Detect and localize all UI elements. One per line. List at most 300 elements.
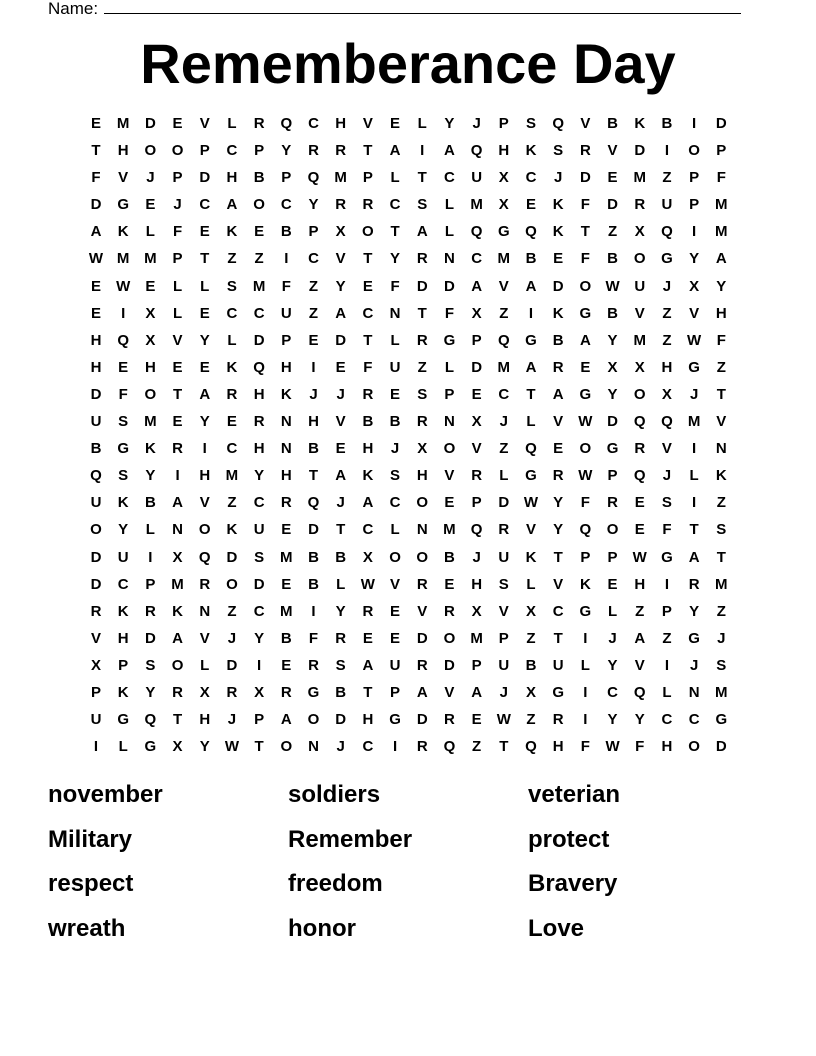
grid-letter: X <box>634 358 645 376</box>
grid-letter: F <box>281 277 291 295</box>
grid-letter: C <box>308 115 319 132</box>
grid-letter: U <box>498 656 510 674</box>
grid-letter: X <box>498 196 509 214</box>
grid-letter: Y <box>607 331 618 349</box>
grid-letter: A <box>362 656 374 674</box>
word-list-item: Love <box>528 914 585 942</box>
grid-letter: E <box>553 440 564 458</box>
grid-letter: B <box>661 115 673 132</box>
grid-letter: O <box>144 142 157 160</box>
grid-letter: I <box>583 629 588 647</box>
grid-letter: C <box>389 196 401 214</box>
grid-letter: Y <box>689 250 700 268</box>
grid-letter: Q <box>470 223 483 241</box>
word-list <box>48 778 768 956</box>
word-list-item: Military <box>48 825 133 853</box>
grid-letter: F <box>363 358 373 376</box>
grid-letter: W <box>360 575 375 593</box>
grid-letter: M <box>470 629 483 647</box>
grid-letter: T <box>417 304 427 322</box>
grid-letter: W <box>224 738 240 756</box>
grid-letter: H <box>199 711 211 729</box>
grid-letter: Y <box>145 467 156 485</box>
name-line[interactable] <box>104 0 741 14</box>
grid-letter: R <box>498 521 510 539</box>
grid-letter: W <box>578 467 593 485</box>
grid-letter: J <box>390 440 400 458</box>
grid-letter: Y <box>254 629 265 647</box>
grid-letter: H <box>280 467 292 485</box>
grid-letter: C <box>199 196 211 214</box>
grid-letter: P <box>362 169 373 187</box>
grid-letter: X <box>362 548 373 566</box>
grid-letter: Z <box>526 711 536 729</box>
grid-letter: I <box>121 304 126 322</box>
grid-letter: B <box>335 548 347 566</box>
grid-letter: Z <box>526 629 536 647</box>
grid-letter: O <box>688 142 700 160</box>
grid-letter: H <box>634 575 646 593</box>
grid-letter: A <box>172 629 183 647</box>
grid-letter: V <box>335 250 346 268</box>
grid-letter: B <box>335 683 347 701</box>
grid-letter: B <box>607 250 618 268</box>
grid-letter: R <box>552 467 564 485</box>
grid-letter: R <box>280 494 292 512</box>
grid-letter: L <box>417 115 427 132</box>
grid-letter: O <box>443 440 456 458</box>
grid-letter: H <box>335 115 347 132</box>
grid-letter: R <box>280 683 292 701</box>
grid-letter: H <box>144 358 156 376</box>
grid-letter: R <box>144 602 156 620</box>
grid-letter: O <box>171 142 184 160</box>
grid-letter: Q <box>525 738 537 756</box>
grid-letter: R <box>362 385 374 403</box>
grid-letter: K <box>525 142 537 160</box>
grid-letter: D <box>498 494 510 512</box>
grid-letter: S <box>335 656 346 674</box>
grid-letter: A <box>416 223 428 241</box>
grid-letter: Y <box>199 413 210 431</box>
grid-letter: O <box>226 575 238 593</box>
grid-letter: I <box>202 440 207 458</box>
grid-letter: P <box>471 494 482 512</box>
grid-letter: E <box>335 440 346 458</box>
grid-letter: V <box>498 277 509 295</box>
grid-letter: A <box>362 494 374 512</box>
grid-letter: F <box>716 169 726 187</box>
word-list-item: freedom <box>288 870 383 897</box>
grid-letter: T <box>716 385 726 403</box>
grid-letter: U <box>117 548 129 566</box>
grid-letter: C <box>552 602 564 620</box>
grid-letter: Y <box>716 277 727 295</box>
grid-letter: R <box>172 440 183 458</box>
grid-letter: J <box>608 629 617 647</box>
grid-letter: H <box>117 629 129 647</box>
grid-letter: Z <box>662 169 672 187</box>
grid-letter: X <box>634 223 645 241</box>
grid-letter: D <box>607 413 618 431</box>
grid-letter: H <box>90 358 102 376</box>
grid-letter: R <box>416 250 428 268</box>
grid-letter: O <box>688 738 700 756</box>
word-list-item: soldiers <box>288 781 381 808</box>
grid-letter: E <box>281 521 292 539</box>
grid-letter: E <box>553 250 564 268</box>
grid-letter: M <box>715 575 728 593</box>
grid-letter: M <box>633 169 646 187</box>
grid-letter: K <box>525 548 537 566</box>
grid-letter: L <box>118 738 128 756</box>
grid-letter: P <box>607 467 618 485</box>
grid-letter: I <box>692 223 697 241</box>
grid-letter: D <box>335 711 347 729</box>
grid-letter: Q <box>90 467 102 485</box>
grid-letter: P <box>281 169 292 187</box>
grid-letter: M <box>470 196 483 214</box>
grid-letter: Y <box>607 656 618 674</box>
grid-letter: Z <box>227 250 237 268</box>
grid-letter: U <box>253 521 265 539</box>
grid-letter: J <box>662 277 672 295</box>
grid-letter: E <box>390 629 401 647</box>
grid-letter: M <box>715 683 728 701</box>
grid-letter: T <box>526 385 536 403</box>
grid-letter: E <box>390 385 401 403</box>
grid-letter: G <box>661 548 673 566</box>
grid-letter: U <box>634 277 646 295</box>
grid-letter: A <box>444 142 455 160</box>
grid-letter: E <box>118 358 129 376</box>
grid-letter: L <box>444 358 455 376</box>
grid-letter: I <box>311 602 316 620</box>
grid-letter: U <box>471 169 483 187</box>
grid-letter: S <box>716 521 727 539</box>
grid-letter: C <box>253 304 265 322</box>
grid-letter: P <box>471 656 482 674</box>
grid-letter: D <box>444 656 455 674</box>
grid-letter: P <box>498 629 509 647</box>
grid-letter: B <box>389 413 401 431</box>
grid-letter: G <box>715 711 728 729</box>
grid-letter: M <box>116 115 130 132</box>
grid-letter: Q <box>307 494 320 512</box>
grid-letter: Z <box>227 602 237 620</box>
grid-letter: N <box>280 413 292 431</box>
grid-letter: W <box>605 738 620 756</box>
grid-letter: K <box>117 494 129 512</box>
grid-letter: P <box>471 331 482 349</box>
grid-letter: J <box>227 629 237 647</box>
grid-letter: C <box>308 250 319 268</box>
grid-letter: O <box>90 521 102 539</box>
grid-letter: K <box>552 196 564 214</box>
grid-letter: A <box>335 467 347 485</box>
grid-letter: A <box>172 494 183 512</box>
grid-letter: E <box>471 711 482 729</box>
grid-letter: H <box>715 304 727 322</box>
grid-letter: J <box>336 385 345 403</box>
grid-letter: R <box>362 196 374 214</box>
grid-letter: R <box>416 575 428 593</box>
grid-letter: T <box>308 467 319 485</box>
grid-letter: X <box>417 440 428 458</box>
grid-letter: Q <box>117 331 130 349</box>
grid-letter: H <box>226 169 238 187</box>
grid-letter: Z <box>662 331 672 349</box>
grid-letter: S <box>417 196 428 214</box>
grid-letter: D <box>226 656 238 674</box>
grid-letter: A <box>552 385 564 403</box>
word-list-item: wreath <box>48 914 126 942</box>
grid-letter: T <box>363 142 373 160</box>
grid-letter: P <box>172 169 183 187</box>
grid-letter: B <box>607 115 618 132</box>
grid-letter: I <box>528 304 534 322</box>
grid-letter: L <box>499 467 509 485</box>
grid-letter: N <box>444 413 455 431</box>
grid-letter: X <box>172 548 183 566</box>
grid-letter: Z <box>308 277 319 295</box>
grid-letter: G <box>606 440 619 458</box>
grid-letter: J <box>689 656 699 674</box>
grid-letter: Z <box>662 304 672 322</box>
grid-letter: W <box>687 331 702 349</box>
grid-letter: M <box>715 196 728 214</box>
grid-letter: E <box>281 575 292 593</box>
grid-letter: T <box>254 738 264 756</box>
grid-letter: J <box>717 629 726 647</box>
grid-letter: Z <box>635 602 645 620</box>
grid-letter: J <box>309 385 318 403</box>
grid-letter: O <box>416 548 429 566</box>
grid-letter: A <box>199 385 211 403</box>
grid-letter: G <box>307 683 320 701</box>
grid-letter: A <box>416 683 428 701</box>
grid-letter: D <box>444 277 455 295</box>
grid-letter: T <box>553 548 563 566</box>
grid-letter: J <box>472 548 481 566</box>
grid-letter: Q <box>552 115 565 132</box>
grid-letter: F <box>662 521 672 539</box>
grid-letter: G <box>579 385 592 403</box>
grid-letter: R <box>362 602 374 620</box>
grid-letter: U <box>661 196 673 214</box>
grid-letter: C <box>226 142 238 160</box>
grid-letter: E <box>172 115 183 132</box>
grid-letter: T <box>336 521 346 539</box>
grid-letter: V <box>172 331 183 349</box>
grid-letter: F <box>635 738 645 756</box>
grid-letter: R <box>634 440 646 458</box>
grid-letter: X <box>145 304 156 322</box>
grid-letter: I <box>257 656 262 674</box>
grid-letter: E <box>525 196 536 214</box>
grid-letter: G <box>688 629 700 647</box>
grid-letter: E <box>308 331 319 349</box>
grid-letter: T <box>580 223 590 241</box>
grid-letter: O <box>362 223 374 241</box>
grid-letter: Q <box>307 169 320 187</box>
grid-letter: B <box>362 413 374 431</box>
grid-letter: V <box>417 602 428 620</box>
grid-letter: M <box>334 169 347 187</box>
grid-letter: B <box>144 494 156 512</box>
grid-letter: H <box>253 385 265 403</box>
grid-letter: I <box>664 142 670 160</box>
grid-letter: X <box>145 331 156 349</box>
grid-letter: W <box>523 494 539 512</box>
grid-letter: T <box>553 629 563 647</box>
grid-letter: D <box>253 331 265 349</box>
grid-letter: R <box>688 575 700 593</box>
grid-letter: L <box>172 304 183 322</box>
grid-letter: V <box>362 115 373 132</box>
grid-letter: U <box>552 656 564 674</box>
word-list-item: veterian <box>528 781 621 808</box>
grid-letter: X <box>689 277 700 295</box>
grid-letter: E <box>145 277 156 295</box>
grid-letter: Q <box>470 142 483 160</box>
grid-letter: J <box>336 738 345 756</box>
grid-letter: N <box>172 521 183 539</box>
grid-letter: V <box>634 656 645 674</box>
word-list-item: respect <box>48 870 134 897</box>
grid-letter: P <box>498 115 509 132</box>
grid-letter: R <box>607 494 618 512</box>
grid-letter: D <box>90 196 102 214</box>
grid-letter: H <box>117 142 129 160</box>
grid-letter: E <box>390 602 401 620</box>
grid-letter: E <box>634 494 645 512</box>
grid-letter: I <box>583 711 588 729</box>
grid-letter: V <box>90 629 101 647</box>
grid-letter: H <box>498 142 510 160</box>
grid-letter: Q <box>443 738 456 756</box>
grid-letter: P <box>308 223 319 241</box>
grid-letter: R <box>634 196 646 214</box>
grid-letter: H <box>416 467 428 485</box>
grid-letter: P <box>444 385 455 403</box>
grid-letter: A <box>525 277 537 295</box>
grid-letter: G <box>117 196 130 214</box>
grid-letter: H <box>253 440 265 458</box>
grid-letter: Y <box>254 467 265 485</box>
grid-letter: Z <box>308 304 319 322</box>
grid-letter: D <box>253 575 265 593</box>
grid-letter: Q <box>280 115 293 132</box>
page-title: Rememberance Day <box>140 32 676 95</box>
grid-letter: L <box>200 277 210 295</box>
grid-letter: L <box>390 169 400 187</box>
grid-letter: X <box>525 683 536 701</box>
grid-letter: M <box>497 250 511 268</box>
grid-letter: J <box>554 169 563 187</box>
grid-letter: N <box>308 738 319 756</box>
grid-letter: Q <box>633 413 646 431</box>
grid-letter: V <box>607 142 618 160</box>
grid-letter: R <box>226 683 238 701</box>
grid-letter: C <box>362 521 374 539</box>
grid-letter: K <box>144 440 156 458</box>
grid-letter: E <box>471 385 482 403</box>
grid-letter: S <box>118 413 129 431</box>
grid-letter: R <box>416 413 428 431</box>
grid-letter: W <box>605 277 620 295</box>
grid-letter: Y <box>199 738 210 756</box>
grid-letter: P <box>118 656 129 674</box>
grid-letter: G <box>144 738 157 756</box>
grid-letter: Y <box>607 711 618 729</box>
grid-letter: L <box>607 602 618 620</box>
grid-letter: C <box>117 575 129 593</box>
grid-letter: G <box>525 467 537 485</box>
grid-letter: N <box>688 683 700 701</box>
grid-letter: B <box>90 440 102 458</box>
grid-letter: D <box>416 277 428 295</box>
grid-letter: K <box>226 521 238 539</box>
grid-letter: C <box>362 738 374 756</box>
grid-letter: A <box>280 711 292 729</box>
grid-letter: U <box>389 656 401 674</box>
grid-letter: R <box>226 385 238 403</box>
grid-letter: H <box>661 738 673 756</box>
grid-letter: P <box>281 331 292 349</box>
grid-letter: M <box>144 413 157 431</box>
grid-letter: G <box>117 711 130 729</box>
grid-letter: D <box>634 142 646 160</box>
grid-letter: V <box>553 413 564 431</box>
grid-letter: F <box>580 196 590 214</box>
grid-letter: V <box>199 115 210 132</box>
grid-letter: P <box>390 683 401 701</box>
grid-letter: E <box>607 575 618 593</box>
grid-letter: C <box>498 385 510 403</box>
grid-letter: W <box>88 250 104 268</box>
grid-letter: C <box>226 440 238 458</box>
grid-letter: D <box>226 548 238 566</box>
grid-letter: B <box>525 250 537 268</box>
grid-letter: P <box>254 711 265 729</box>
grid-letter: A <box>471 683 483 701</box>
grid-letter: B <box>280 223 292 241</box>
grid-letter: B <box>607 304 618 322</box>
grid-letter: Q <box>144 711 157 729</box>
grid-letter: J <box>689 385 699 403</box>
grid-letter: U <box>90 711 102 729</box>
grid-letter: Q <box>525 223 537 241</box>
grid-letter: H <box>661 358 673 376</box>
grid-letter: O <box>579 277 592 295</box>
grid-letter: R <box>416 738 428 756</box>
grid-letter: V <box>390 575 401 593</box>
grid-letter: S <box>525 115 536 132</box>
grid-letter: A <box>579 331 591 349</box>
grid-letter: Q <box>661 413 673 431</box>
grid-letter: Y <box>689 602 700 620</box>
grid-letter: N <box>416 521 428 539</box>
grid-letter: D <box>416 711 428 729</box>
grid-letter: A <box>688 548 700 566</box>
grid-letter: V <box>580 115 591 132</box>
grid-letter: S <box>553 142 564 160</box>
grid-letter: E <box>444 494 455 512</box>
grid-letter: I <box>664 575 670 593</box>
grid-letter: Y <box>607 385 618 403</box>
grid-letter: V <box>199 629 210 647</box>
